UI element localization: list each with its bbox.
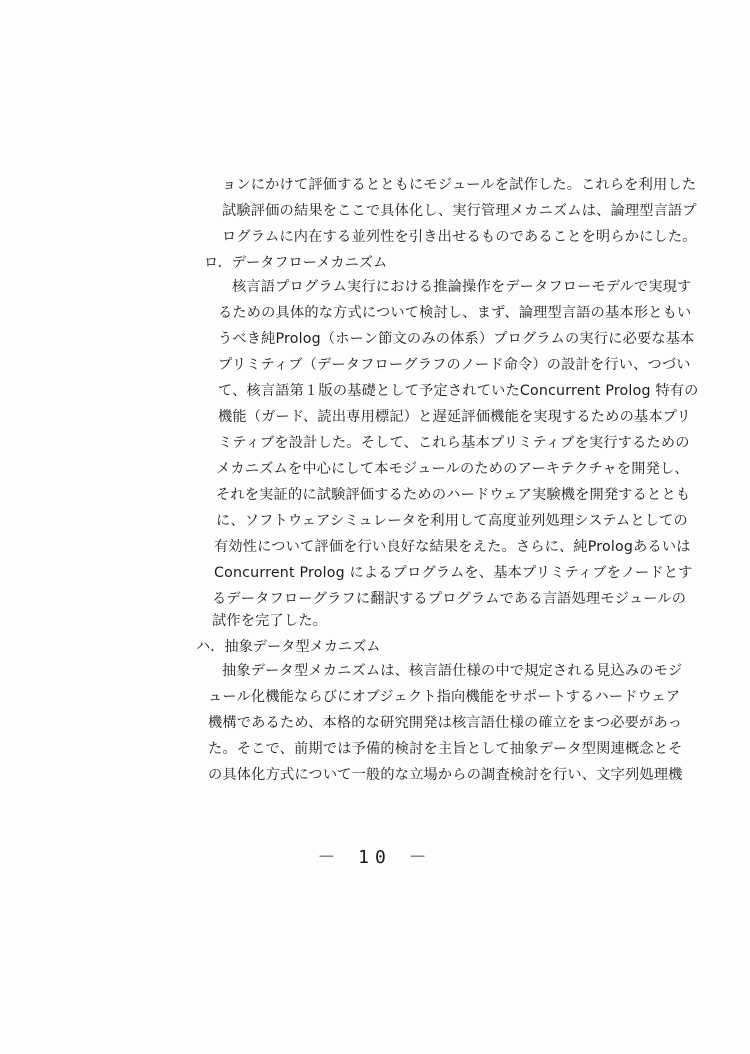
text-line: それを実証的に試験評価するためのハードウェア実験機を開発するととも — [216, 487, 691, 503]
text-line: ログラムに内在する並列性を引き出せるものであることを明らかにした。 — [222, 229, 697, 245]
text-line: た。そこで、前期では予備的検討を主旨として抽象データ型関連概念とそ — [208, 741, 683, 757]
text-line: プリミティブ（データフローグラフのノード命令）の設計を行い、つづい — [218, 357, 691, 373]
text-line: 核言語プログラム実行における推論操作をデータフローモデルで実現す — [232, 279, 692, 295]
text-line: うべき純Prolog（ホーン節文のみの体系）プログラムの実行に必要な基本 — [218, 331, 695, 347]
text-line: 試作を完了した。 — [212, 613, 328, 629]
text-line: るための具体的な方式について検討し、まず、論理型言語の基本形ともい — [218, 305, 692, 321]
text-line: メカニズムを中心にして本モジュールのためのアーキテクチャを開発し、 — [216, 461, 689, 477]
text-line: て、核言語第１版の基礎として予定されていたConcurrent Prolog 特有の — [218, 383, 699, 399]
text-line: の具体化方式について一般的な立場からの調査検討を行い、文字列処理機 — [208, 767, 683, 783]
text-line: ミティブを設計した。そして、これら基本プリミティブを実行するための — [218, 435, 690, 451]
text-line: ョンにかけて評価するとともにモジュールを試作した。これらを利用した — [222, 177, 697, 193]
text-line: 有効性について評価を行い良好な結果をえた。さらに、純Prologあるいは — [214, 539, 691, 555]
text-line: 抽象データ型メカニズムは、核言語仕様の中で規定される見込みのモジ — [222, 663, 683, 679]
text-line: ュール化機能ならびにオブジェクト指向機能をサポートするハードウェア — [208, 689, 681, 705]
text-line: 機構であるため、本格的な研究開発は核言語仕様の確立をまつ必要があっ — [208, 715, 683, 731]
text-line: るデータフローグラフに翻訳するプログラムである言語処理モジュールの — [212, 591, 687, 607]
section-heading-dataflow: ロ．データフローメカニズム — [204, 255, 388, 271]
text-line: 機能（ガード、読出専用標記）と遅延評価機能を実現するための基本プリ — [218, 409, 691, 425]
section-heading-abstract-data-type: ハ．抽象データ型メカニズム — [196, 639, 381, 655]
text-line: に、ソフトウェアシミュレータを利用して高度並列処理システムとしての — [216, 513, 688, 529]
text-line: 試験評価の結果をここで具体化し、実行管理メカニズムは、論理型言語プ — [222, 203, 697, 219]
page-number: － 10 － — [317, 847, 433, 868]
text-line: Concurrent Prolog によるプログラムを、基本プリミティブをノードとす — [214, 565, 693, 581]
